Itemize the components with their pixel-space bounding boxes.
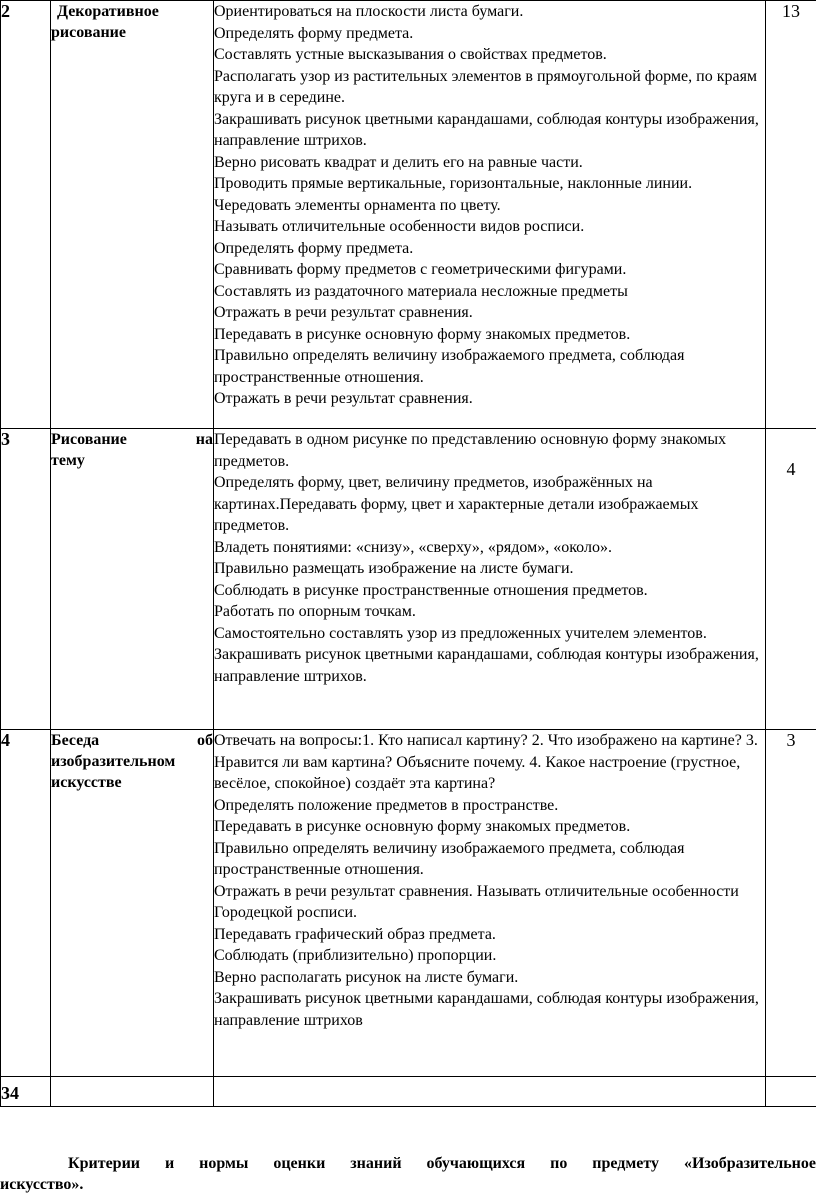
goal-item: Отражать в речи результат сравнения.: [214, 304, 473, 321]
topic-line: искусстве: [51, 774, 122, 791]
goal-item: Правильно определять величину изображаемого предмета, соблюдая пространственные отношения.: [214, 347, 685, 386]
goal-item: Работать по опорным точкам.: [214, 603, 416, 620]
goal-item: Составлять устные высказывания о свойствах предметов.: [214, 46, 607, 63]
total-row: [1, 1077, 816, 1107]
topic-line: изобразительном: [51, 753, 176, 770]
goal-item: Соблюдать (приблизительно) пропорции.: [214, 947, 497, 964]
hours-cell: 3: [766, 730, 816, 1077]
goal-item: Верно рисовать квадрат и делить его на равные части.: [214, 153, 583, 171]
goal-item: Правильно размещать изображение на листе бумаги.: [214, 560, 574, 577]
goal-item: Определять положение предметов в пространстве.: [214, 796, 559, 814]
total-hours: 34: [1, 1077, 51, 1107]
goal-item: Ориентироваться на плоскости листа бумаги.: [214, 3, 524, 20]
heading-line: Критерии и нормы оценки знаний обучающихся по предмету «Изобразительное: [68, 1155, 816, 1172]
topic-line: Рисование на: [51, 431, 213, 448]
goal-item: Самостоятельно составлять узор из предложенных учителем элементов.: [214, 624, 707, 642]
goal-item: Передавать в рисунке основную форму знакомых предметов.: [214, 818, 631, 835]
goal-item: Отражать в речи результат сравнения.: [214, 390, 473, 407]
row-number: 4: [1, 730, 51, 1077]
empty-cell: [766, 1077, 816, 1107]
row-number: 2: [1, 1, 51, 429]
empty-cell: [214, 1077, 766, 1107]
topic-line: Декоративное: [57, 3, 159, 20]
topic-cell: [51, 1, 214, 429]
goal-item: Сравнивать форму предметов с геометрическими фигурами.: [214, 261, 627, 278]
hours-cell: 4: [766, 429, 816, 730]
goal-item: Правильно определять величину изображаемого предмета, соблюдая пространственные отношения.: [214, 839, 685, 878]
goal-item: Закрашивать рисунок цветными карандашами, соблюдая контуры изображения, направление штрихов.: [214, 646, 759, 685]
row-number: 3: [1, 429, 51, 730]
goal-item: Определять форму предмета.: [214, 239, 414, 257]
goal-item: Владеть понятиями: «снизу», «сверху», «рядом», «около».: [214, 538, 612, 556]
topic-line: рисование: [51, 24, 126, 41]
goal-item: Передавать в рисунке основную форму знакомых предметов.: [214, 325, 631, 343]
topic-line: тему: [51, 452, 85, 469]
goal-item: Чередовать элементы орнамента по цвету.: [214, 196, 501, 214]
goal-item: Располагать узор из растительных элементов в прямоугольной форме, по краям круга и в середине.: [214, 67, 758, 106]
goal-item: Передавать графический образ предмета.: [214, 925, 496, 943]
goal-item: Передавать в одном рисунке по представлению основную форму знакомых предметов.: [214, 431, 727, 470]
goal-item: Соблюдать в рисунке пространственные отношения предметов.: [214, 581, 648, 599]
topic-cell: [51, 429, 214, 730]
table-row: [1, 429, 816, 730]
topic-cell: [51, 730, 214, 1077]
goal-item: Отвечать на вопросы:1. Кто написал картину? 2. Что изображено на картине? 3. Нравится ли вам картина? Объясните почему. 4. Какое настроение (грустное, весёлое, спокойное) создаёт эта картина?: [214, 732, 758, 792]
goal-item: Проводить прямые вертикальные, горизонтальные, наклонные линии.: [214, 175, 693, 192]
section-heading: [0, 1153, 816, 1195]
goal-item: Верно располагать рисунок на листе бумаги.: [214, 968, 519, 986]
goals-cell: [214, 429, 766, 730]
topic-line: Беседа об: [51, 732, 213, 749]
goal-item: Составлять из раздаточного материала несложные предметы: [214, 282, 628, 300]
table-row: [1, 730, 816, 1077]
hours-cell: 13: [766, 1, 816, 429]
goal-item: Называть отличительные особенности видов росписи.: [214, 218, 585, 235]
empty-cell: [51, 1077, 214, 1107]
goal-item: Определять форму, цвет, величину предметов, изображённых на картинах.Передавать форму, цвет и характерные детали изображаемых предметов.: [214, 474, 699, 534]
goal-item: Определять форму предмета.: [214, 24, 414, 42]
goals-cell: [214, 1, 766, 429]
goal-item: Закрашивать рисунок цветными карандашами, соблюдая контуры изображения, направление штрихов.: [214, 110, 759, 149]
goal-item: Отражать в речи результат сравнения. Называть отличительные особенности Городецкой росписи.: [214, 882, 739, 921]
goals-cell: [214, 730, 766, 1077]
goal-item: Закрашивать рисунок цветными карандашами, соблюдая контуры изображения, направление штрихов: [214, 990, 759, 1029]
heading-line: искусство».: [0, 1176, 84, 1193]
table-row: [1, 1, 816, 429]
